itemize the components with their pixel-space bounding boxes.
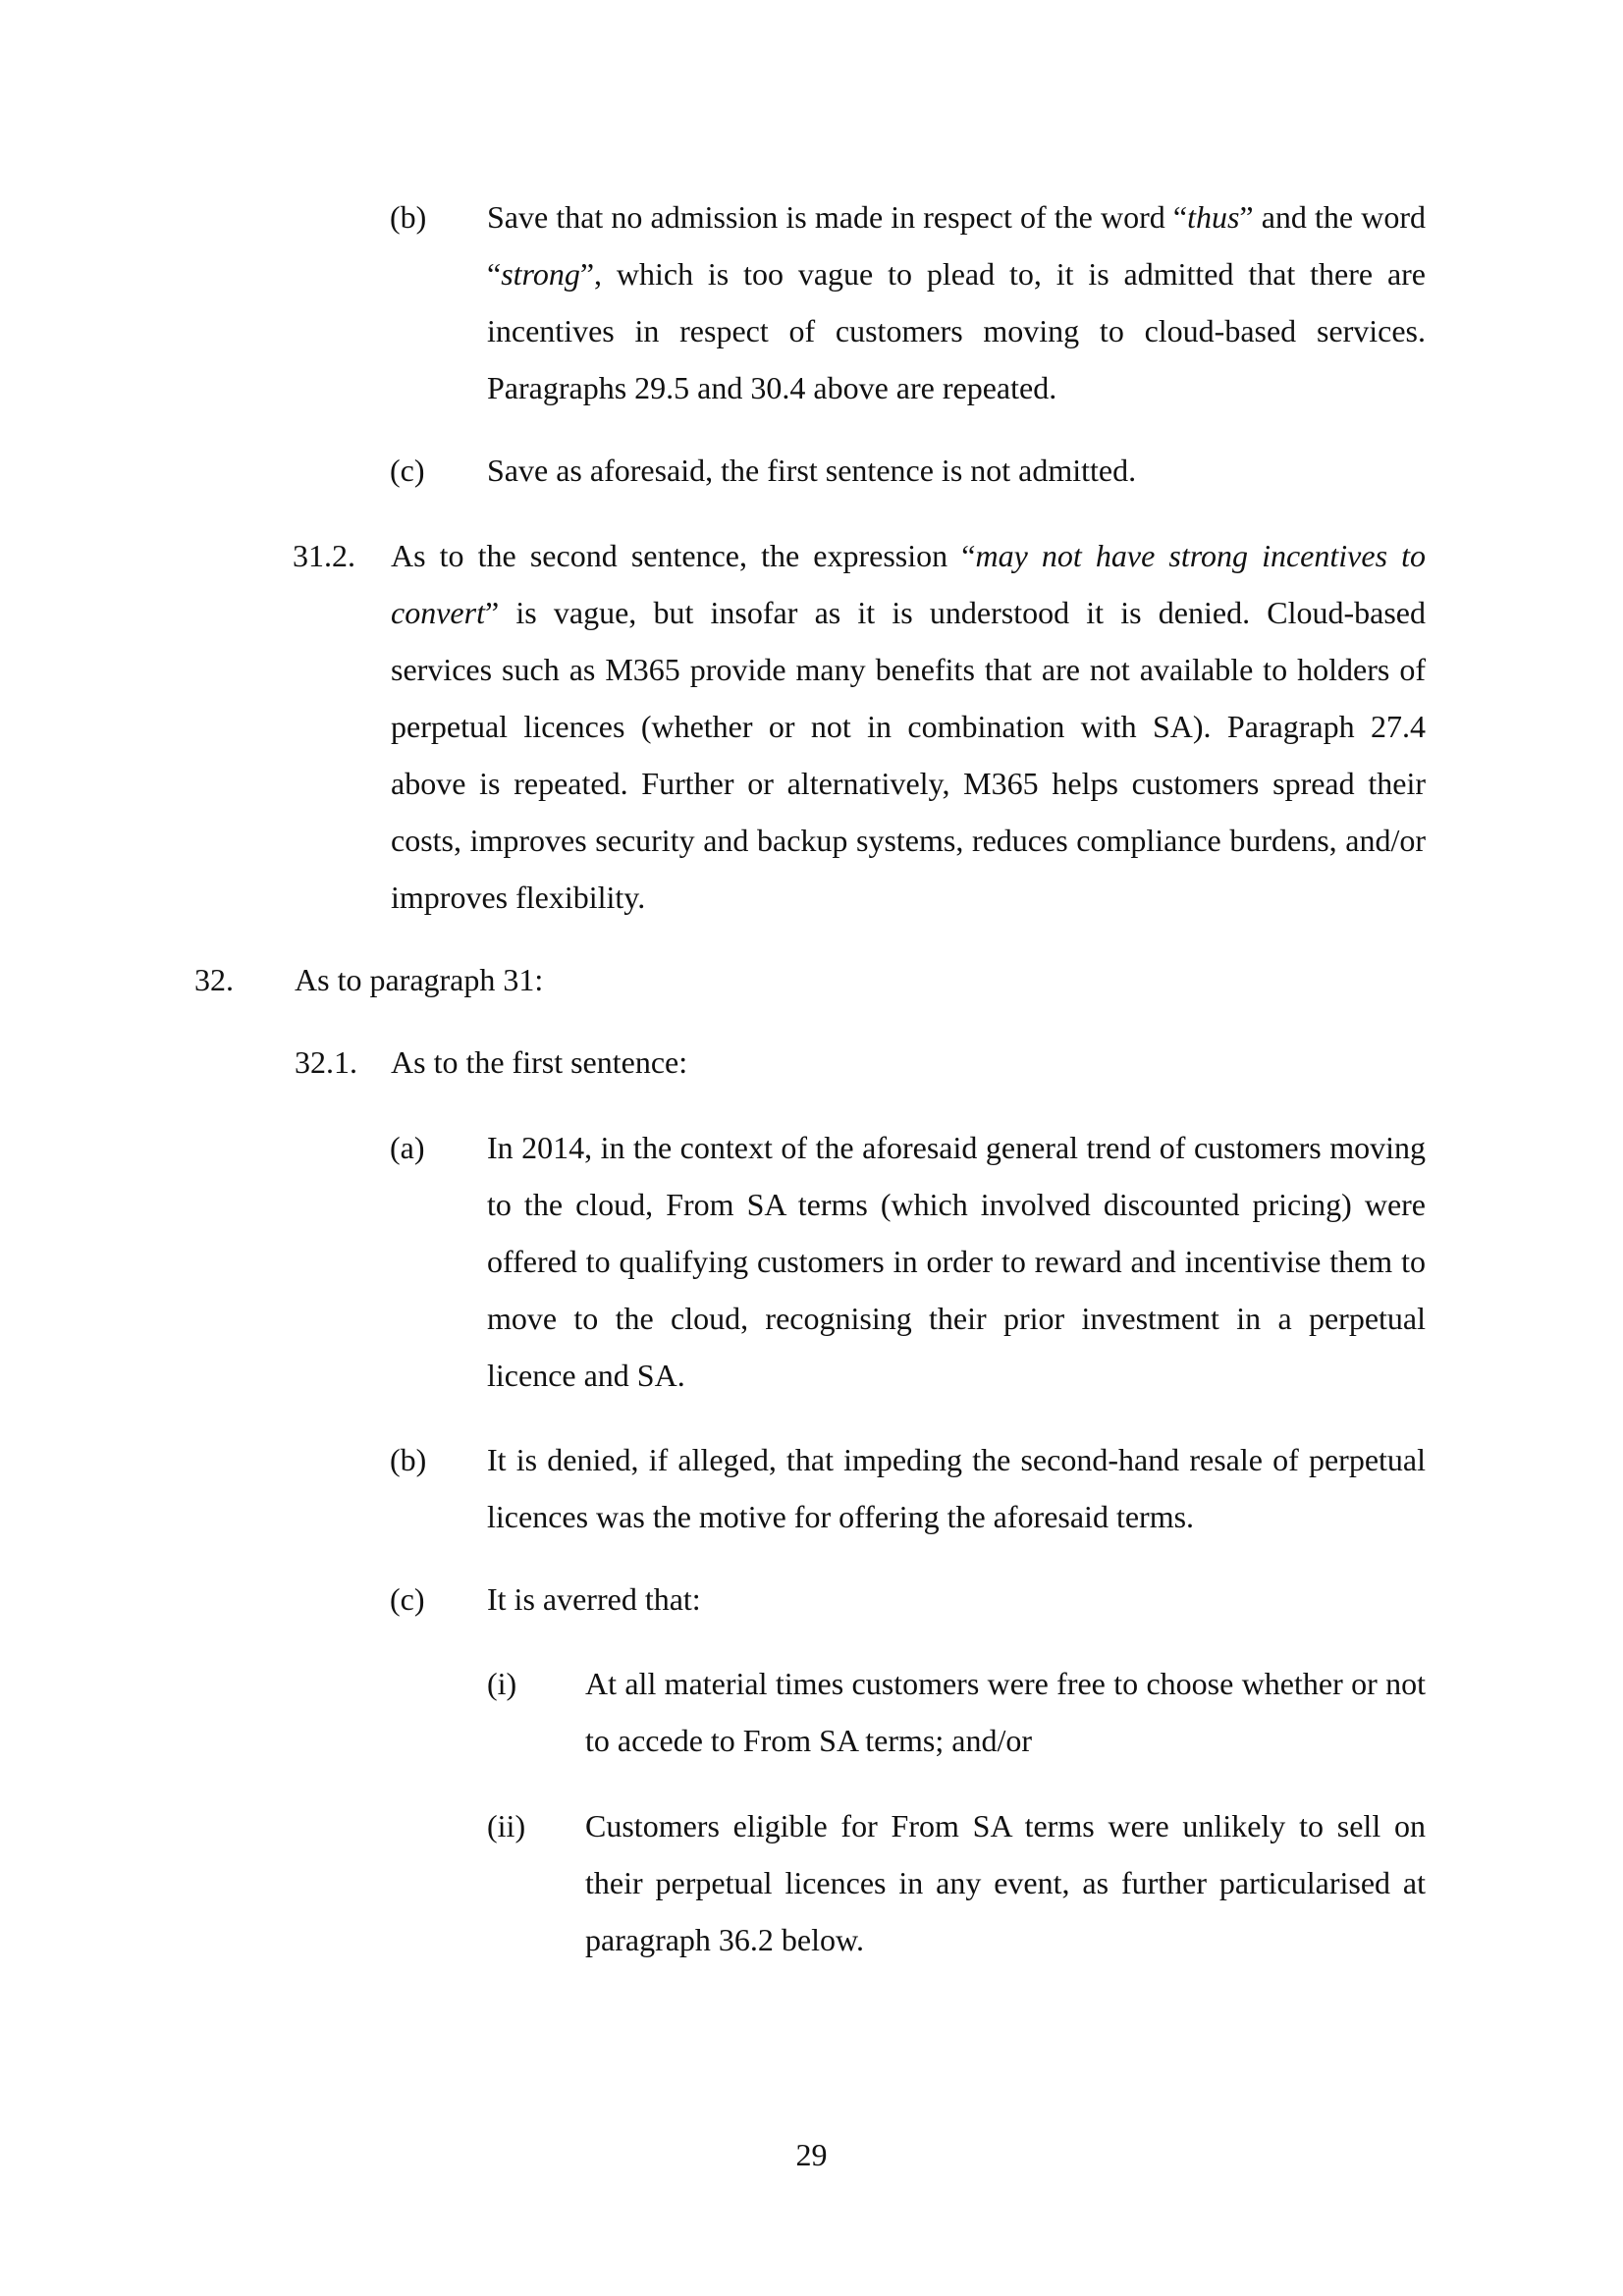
paragraph-text [487,1119,1426,1404]
paragraph-text [487,1431,1426,1545]
text-segment: It is denied, if alleged, that impeding the second-hand resale of perpetual licences was the motive for offering the aforesaid terms. [487,1442,1426,1534]
paragraph-label: (c) [390,453,425,488]
paragraph-label: (ii) [487,1808,526,1843]
paragraph-text [487,1571,1426,1628]
paragraph-text [487,188,1426,416]
text-segment: As to paragraph 31: [295,962,544,997]
paragraph-text [295,951,1426,1008]
paragraph-label: (c) [390,1581,425,1617]
text-segment: As to the second sentence, the expression “ [391,538,976,573]
paragraph-label: (a) [390,1130,425,1165]
paragraph-text [391,527,1426,926]
text-segment: At all material times customers were free to choose whether or not to accede to From SA terms; and/or [585,1666,1426,1758]
italic-quote-text: thus [1187,199,1240,235]
paragraph-label: (b) [390,1442,427,1477]
text-segment: ” and the word “ [487,199,1427,292]
text-segment: Save as aforesaid, the first sentence is not admitted. [487,453,1137,488]
italic-quote-text: strong [501,256,580,292]
text-segment: Save that no admission is made in respect of the word “ [487,199,1188,235]
paragraph-text [487,442,1426,499]
text-segment: ” is vague, but insofar as it is understood it is denied. Cloud-based services such as M365 provide many benefits that are not available to holders of perpetual licences (whether or not in combination with SA). Paragraph 27.4 above is repeated. Further or alternatively, M365 helps customers spread their costs, improves security and backup systems, reduces compliance burdens, and/or improves flexibility. [391,595,1426,915]
paragraph-label: 32. [194,962,234,997]
paragraph-label: 31.2. [293,538,355,573]
paragraph-label: 32.1. [295,1044,357,1080]
italic-quote-text: may not have strong incentives to convert [391,538,1427,630]
page-number: 29 [795,2137,828,2172]
paragraph-label: (i) [487,1666,517,1701]
text-segment: As to the first sentence: [391,1044,688,1080]
paragraph-text [585,1797,1426,1968]
text-segment: In 2014, in the context of the aforesaid general trend of customers moving to the cloud, From SA terms (which involved discounted pricing) were offered to qualifying customers in order to reward and incentivise them to move to the cloud, recognising their prior investment in a perpetual licence and SA. [487,1130,1426,1393]
paragraph-text [391,1034,1426,1091]
text-segment: It is averred that: [487,1581,701,1617]
text-segment: Customers eligible for From SA terms were unlikely to sell on their perpetual licences in any event, as further particularised at paragraph 36.2 below. [585,1808,1426,1957]
paragraph-label: (b) [390,199,427,235]
paragraph-text [585,1655,1426,1769]
text-segment: ”, which is too vague to plead to, it is admitted that there are incentives in respect of customers moving to cloud-based services. Paragraphs 29.5 and 30.4 above are repeated. [487,256,1426,405]
